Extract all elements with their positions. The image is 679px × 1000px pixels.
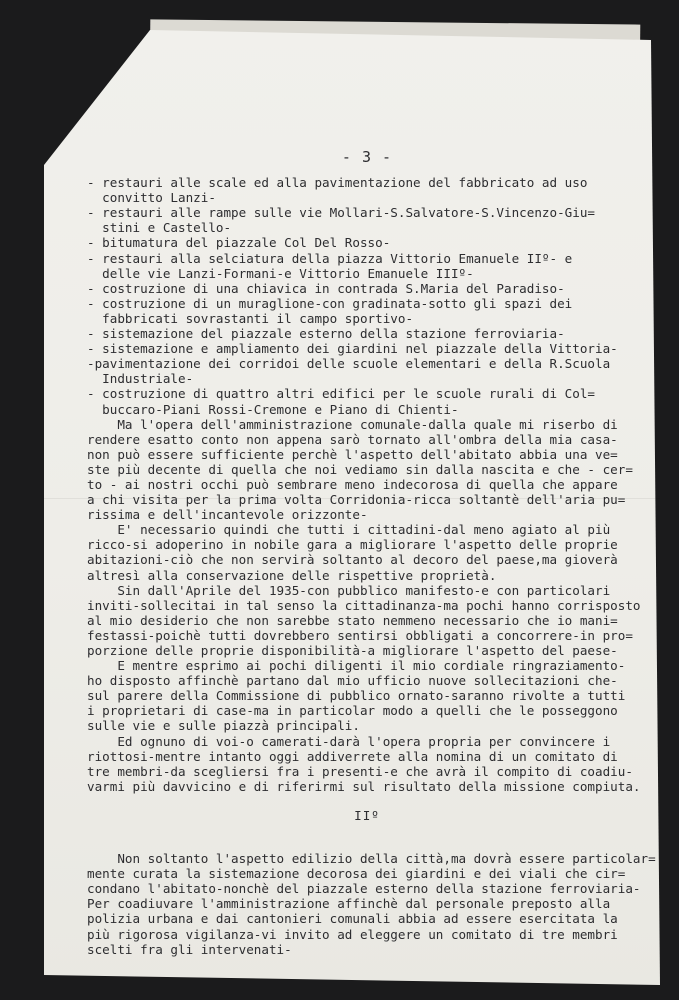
- section-line: condano l'abitato-nonchè del piazzale esterno della stazione ferroviaria-: [87, 881, 641, 897]
- list-line: - restauri alle scale ed alla pavimentazione del fabbricato ad uso: [87, 175, 588, 191]
- section-line: polizia urbana e dai cantonieri comunali abbia ad essere esercitata la: [87, 911, 618, 927]
- typewritten-document: [87, 148, 656, 957]
- list-line: convitto Lanzi-: [87, 190, 216, 206]
- list-line: - costruzione di quattro altri edifici per le scuole rurali di Col=: [87, 386, 595, 402]
- body-line: i proprietari di case-ma in particolar modo a quelli che le posseggono: [87, 703, 618, 719]
- list-line: Industriale-: [87, 371, 194, 387]
- body-text: [87, 417, 647, 794]
- body-line: varmi più davvicino e di riferirmi sul risultato della missione compiuta.: [87, 778, 641, 794]
- body-line: inviti-sollecitai in tal senso la cittadinanza-ma pochi hanno corrisposto: [87, 597, 641, 613]
- body-line: porzione delle proprie disponibilità-a migliorare l'aspetto del paese-: [87, 643, 618, 658]
- section-line: mente curata la sistemazione decorosa dei giardini e dei viali che cir=: [87, 866, 626, 882]
- list-line: - restauri alle rampe sulle vie Mollari-S.Salvatore-S.Vincenzo-Giu=: [87, 205, 595, 221]
- section-line: scelti fra gli intervenati-: [87, 941, 292, 957]
- body-line: E' necessario quindi che tutti i cittadini-dal meno agiato al più: [87, 522, 611, 538]
- list-line: -pavimentazione dei corridoi delle scuole elementari e della R.Scuola: [87, 356, 611, 372]
- list-line: - sistemazione del piazzale esterno della stazione ferroviaria-: [87, 326, 565, 342]
- body-line: non può essere sufficiente perchè l'aspetto dell'abitato abbia una ve=: [87, 446, 618, 462]
- body-line: ste più decente di quella che noi vediamo sin dalla nascita e che - cer=: [87, 461, 633, 477]
- list-line: - sistemazione e ampliamento dei giardini nel piazzale della Vittoria-: [87, 341, 618, 357]
- body-line: Sin dall'Aprile del 1935-con pubblico manifesto-e con particolari: [87, 582, 611, 598]
- list-line: - restauri alla selciatura della piazza Vittorio Emanuele IIº- e: [87, 250, 573, 266]
- body-line: tre membri-da scegliersi fra i presenti-e che avrà il compito di coadiu-: [87, 763, 633, 779]
- body-line: abitazioni-ciò che non servirà soltanto al decoro del paese,ma gioverà: [87, 552, 618, 568]
- body-line: al mio desiderio che non sarebbe stato nemmeno necessario che io mani=: [87, 612, 618, 628]
- list-line: stini e Castello-: [87, 220, 232, 236]
- page-number: - 3 -: [341, 148, 393, 166]
- body-line: rendere esatto conto non appena sarò tornato all'ombra della mia casa-: [87, 431, 618, 447]
- section-number: IIº: [354, 807, 380, 823]
- works-list: [87, 175, 647, 417]
- section-line: Per coadiuvare l'amministrazione affinchè dal personale preposto alla: [87, 896, 611, 912]
- body-line: to - ai nostri occhi può sembrare meno indecorosa di quella che appare: [87, 476, 618, 492]
- body-line: altresì alla conservazione delle rispettive proprietà.: [87, 567, 497, 583]
- body-line: ho disposto affinchè partano dal mio ufficio nuove sollecitazioni che-: [87, 673, 618, 689]
- list-line: delle vie Lanzi-Formani-e Vittorio Emanuele IIIº-: [87, 265, 474, 281]
- body-line: Ma l'opera dell'amministrazione comunale-dalla quale mi riserbo di: [87, 416, 618, 432]
- body-line: E mentre esprimo ai pochi diligenti il mio cordiale ringraziamento-: [87, 658, 626, 674]
- list-line: buccaro-Piani Rossi-Cremone e Piano di Chienti-: [87, 401, 459, 417]
- list-line: - costruzione di una chiavica in contrada S.Maria del Paradiso-: [87, 280, 565, 296]
- list-line: - costruzione di un muraglione-con gradinata-sotto gli spazi dei: [87, 295, 573, 311]
- body-line: riottosi-mentre intanto oggi addiverrete alla nomina di un comitato di: [87, 748, 618, 764]
- section-text: [87, 851, 656, 957]
- body-line: a chi visita per la prima volta Corridonia-ricca soltantè dell'aria pu=: [87, 492, 626, 508]
- list-line: - bitumatura del piazzale Col Del Rosso-: [87, 235, 391, 251]
- section-line: Non soltanto l'aspetto edilizio della città,ma dovrà essere particolar=: [87, 851, 656, 867]
- body-line: festassi-poichè tutti dovrebbero sentirsi obbligati a concorrere-in pro=: [87, 627, 633, 643]
- body-line: sul parere della Commissione di pubblico ornato-saranno rivolte a tutti: [87, 688, 626, 704]
- body-line: Ed ognuno di voi-o camerati-darà l'opera propria per convincere i: [87, 733, 611, 749]
- body-line: sulle vie e sulle piazzà principali.: [87, 718, 360, 734]
- body-line: rissima e dell'incantevole orizzonte-: [87, 507, 368, 523]
- body-line: ricco-si adoperino in nobile gara a migliorare l'aspetto delle proprie: [87, 537, 618, 553]
- section-line: più rigorosa vigilanza-vi invito ad eleggere un comitato di tre membri: [87, 926, 618, 942]
- list-line: fabbricati sovrastanti il campo sportivo-: [87, 310, 414, 326]
